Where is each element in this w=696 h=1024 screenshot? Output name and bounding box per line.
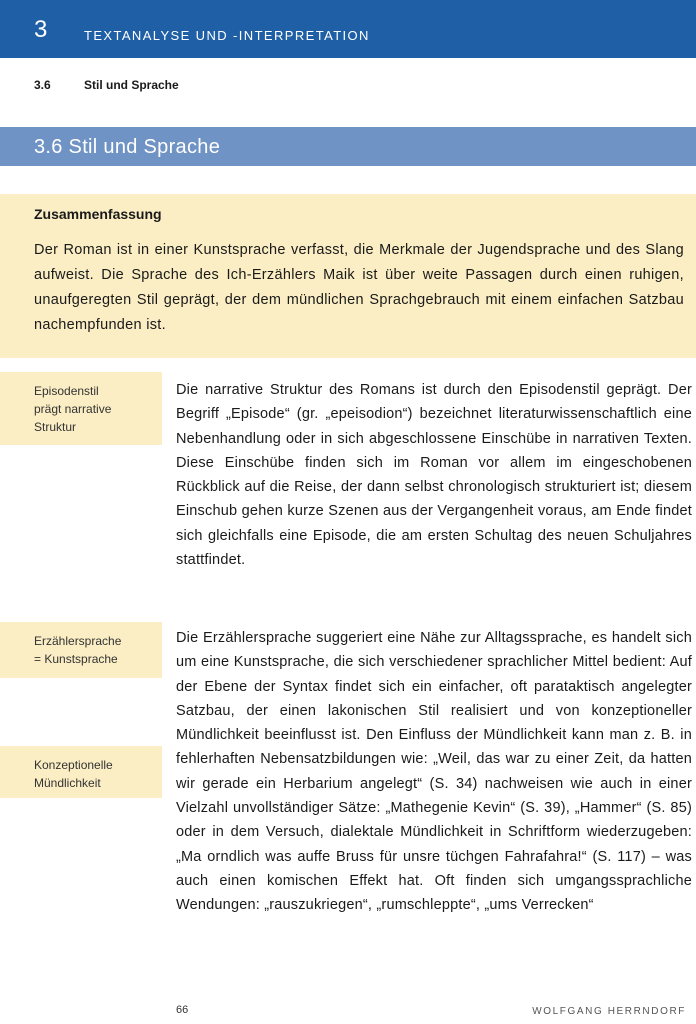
section-title: 3.6 Stil und Sprache — [34, 136, 221, 158]
margin-note-line: prägt narrative — [34, 402, 112, 416]
margin-note-line: Mündlichkeit — [34, 776, 101, 790]
margin-note-line: = Kunstsprache — [34, 652, 118, 666]
margin-note-line: Erzählersprache — [34, 634, 122, 648]
margin-note-line: Konzeptionelle — [34, 758, 113, 772]
chapter-title: TEXTANALYSE UND -INTERPRETATION — [84, 28, 370, 43]
page-number: 66 — [176, 1004, 189, 1016]
chapter-header-bar — [0, 0, 696, 58]
margin-note-erzaehlersprache — [0, 622, 162, 678]
margin-note-episodenstil — [0, 372, 162, 445]
subheader-title: Stil und Sprache — [84, 78, 179, 92]
summary-heading: Zusammenfassung — [34, 206, 162, 222]
margin-note-muendlichkeit — [0, 746, 162, 798]
body-paragraph-erzaehlersprache: Die Erzählersprache suggeriert eine Nähe zur Alltagssprache, es handelt sich um eine Kunstsprache, die sich verschiedener sprachlicher Mittel bedient: Auf der Ebene der Syntax findet sich ein einfacher, oft parataktisch angelegter Satzbau, der einen lakonischen Stil realisiert und von konzeptioneller Mündlichkeit beeinflusst ist. Den Einfluss der Mündlichkeit kann man z. B. in fehlerhaften Nebensatzbildungen wie: „Weil, das war zu einer Zeit, da hatten wir gerade ein Herbarium angelegt“ (S. 34) nachweisen wie auch in einer Vielzahl unvollständiger Sätze: „Mathegenie Kevin“ (S. 39), „Hammer“ (S. 85) oder in dem Versuch, dialektale Mündlichkeit in Schriftform wiederzugeben: „Ma orndlich was auffe Bruss für unsre tüchgen Fahrafahra!“ (S. 117) – was auch einen komischen Effekt hat. Oft finden sich umgangssprachliche Wendungen: „rauszukriegen“, „rumschleppte“, „ums Verrecken“ — [176, 630, 692, 914]
publisher-name: WOLFGANG HERRNDORF — [532, 1006, 686, 1017]
body-paragraph-episodenstil: Die narrative Struktur des Romans ist durch den Episodenstil geprägt. Der Begriff „Episode“ (gr. „epeisodion“) bezeichnet literaturwissenschaftlich eine Nebenhandlung oder in sich abgeschlossene Einschübe in narrativen Texten. Diese Einschübe finden sich im Roman vor allem im eingeschobenen Rückblick auf die Reise, der dann selbst chronologisch strukturiert ist; diesem Einschub gehen kurze Szenen aus der Vergangenheit voraus, am Ende findet sich gleichfalls eine Episode, die am ersten Schultag des neuen Schuljahres stattfindet. — [176, 382, 692, 569]
margin-note-line: Episodenstil — [34, 384, 99, 398]
subheader-number: 3.6 — [34, 78, 51, 92]
section-title-bar — [0, 127, 696, 166]
summary-text: Der Roman ist in einer Kunstsprache verfasst, die Merkmale der Jugendsprache und des Slang aufweist. Die Sprache des Ich-Erzählers Maik ist über weite Passagen durch einen ruhigen, unaufgeregten Stil geprägt, der dem mündlichen Sprachgebrauch mit einem einfachen Satzbau nachempfunden ist. — [34, 242, 684, 333]
margin-note-line: Struktur — [34, 420, 77, 434]
summary-box — [0, 194, 696, 358]
chapter-number: 3 — [34, 16, 48, 43]
